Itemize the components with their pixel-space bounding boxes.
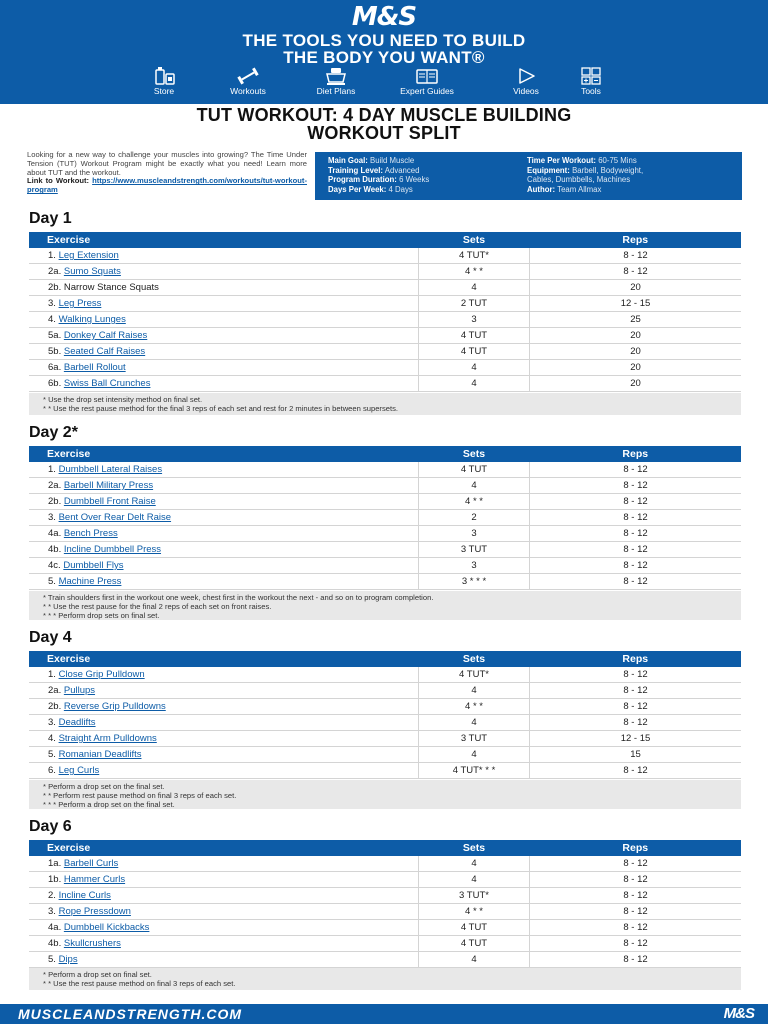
table-row [29, 715, 741, 731]
table-row [29, 683, 741, 699]
table-notes [29, 968, 741, 990]
play-icon [509, 66, 543, 86]
note-line: * * Use the rest pause method on final 3 reps of each set. [43, 979, 236, 988]
day-heading: Day 2* [29, 424, 78, 441]
exercise-number: 1a. [48, 858, 62, 869]
table-row [29, 360, 741, 376]
training-level-value: Advanced [384, 165, 420, 175]
exercise-cell [29, 699, 419, 715]
note-line: * * Use the rest pause method for the final 3 reps of each set and rest for 2 minutes in between supersets. [43, 404, 398, 413]
header-exercise: Exercise [29, 232, 419, 248]
nav-item-expert-guides[interactable] [387, 66, 467, 96]
nav-label-tools: Tools [581, 86, 601, 96]
equipment-value-1: Barbell, Bodyweight, [572, 165, 644, 175]
table-row [29, 558, 741, 574]
table-row [29, 376, 741, 392]
table-row [29, 344, 741, 360]
exercise-number: 4b. [48, 544, 62, 555]
exercise-number: 1b. [48, 874, 62, 885]
exercise-number: 2b. [48, 496, 62, 507]
equipment-label: Equipment: [527, 165, 570, 175]
exercise-cell [29, 510, 419, 526]
exercise-cell [29, 747, 419, 763]
reps-cell: 8 - 12 [530, 574, 742, 590]
reps-cell: 8 - 12 [530, 872, 742, 888]
exercise-link[interactable]: Dumbbell Lateral Raises [58, 464, 163, 475]
sets-cell: 4 * * [419, 904, 530, 920]
nav-label-store: Store [153, 86, 175, 96]
exercise-link[interactable]: Incline Dumbbell Press [63, 544, 162, 555]
page-title-line-1: TUT WORKOUT: 4 DAY MUSCLE BUILDING [196, 105, 572, 125]
reps-cell: 8 - 12 [530, 462, 742, 478]
footer-site-link[interactable]: MUSCLEANDSTRENGTH.COM [18, 1006, 242, 1022]
exercise-link[interactable]: Barbell Curls [63, 858, 119, 869]
footer-bar [0, 1004, 768, 1024]
note-line: * Train shoulders first in the workout one week, chest first in the workout the next - and so on to program completion. [43, 593, 434, 602]
exercise-cell [29, 920, 419, 936]
reps-cell: 20 [530, 280, 742, 296]
reps-cell: 8 - 12 [530, 904, 742, 920]
guide-icon [410, 66, 444, 86]
table-row [29, 478, 741, 494]
sets-cell: 4 [419, 747, 530, 763]
sets-cell: 4 TUT [419, 344, 530, 360]
exercise-cell [29, 344, 419, 360]
reps-cell: 8 - 12 [530, 936, 742, 952]
day-heading: Day 1 [29, 210, 72, 227]
exercise-cell [29, 312, 419, 328]
header-sets: Sets [419, 651, 530, 667]
nav-item-workouts[interactable] [208, 66, 288, 96]
sets-cell: 4 [419, 952, 530, 968]
nav-item-tools[interactable] [551, 66, 631, 96]
exercise-link[interactable]: Walking Lunges [58, 314, 126, 325]
exercise-link[interactable]: Skullcrushers [63, 938, 121, 949]
exercise-link[interactable]: Barbell Military Press [63, 480, 154, 491]
reps-cell: 8 - 12 [530, 920, 742, 936]
exercise-link[interactable]: Donkey Calf Raises [63, 330, 148, 341]
day-heading: Day 4 [29, 629, 72, 646]
reps-cell: 8 - 12 [530, 526, 742, 542]
exercise-number: 5b. [48, 346, 62, 357]
nav-label-videos: Videos [513, 86, 539, 96]
note-line: * Use the drop set intensity method on final set. [43, 395, 203, 404]
tagline [0, 32, 768, 66]
main-goal-value: Build Muscle [370, 156, 415, 165]
nav-label-workouts: Workouts [230, 86, 266, 96]
header-exercise: Exercise [29, 446, 419, 462]
exercise-link[interactable]: Bench Press [63, 528, 118, 539]
sets-cell: 3 TUT [419, 731, 530, 747]
exercise-number: 1. [48, 669, 56, 680]
reps-cell: 20 [530, 328, 742, 344]
exercise-number: 5a. [48, 330, 62, 341]
exercise-link[interactable]: Dumbbell Flys [63, 560, 124, 571]
equipment-value-2: Cables, Dumbbells, Machines [527, 175, 631, 184]
exercise-cell [29, 574, 419, 590]
sets-cell: 4 [419, 360, 530, 376]
sets-cell: 2 [419, 510, 530, 526]
exercise-link[interactable]: Romanian Deadlifts [58, 749, 142, 760]
exercise-link[interactable]: Hammer Curls [63, 874, 126, 885]
exercise-link[interactable]: Deadlifts [58, 717, 96, 728]
header-reps: Reps [530, 446, 742, 462]
exercise-link[interactable]: Swiss Ball Crunches [63, 378, 151, 389]
exercise-link[interactable]: Straight Arm Pulldowns [58, 733, 157, 744]
exercise-number: 2a. [48, 480, 62, 491]
program-info-box [315, 152, 742, 200]
sets-cell: 4 TUT [419, 920, 530, 936]
exercise-number: 4c. [48, 560, 61, 571]
workout-link[interactable]: https://www.muscleandstrength.com/workouts/tut-workout-program [27, 176, 307, 195]
exercise-cell [29, 904, 419, 920]
exercise-cell [29, 888, 419, 904]
exercise-number: 3. [48, 512, 56, 523]
table-row [29, 296, 741, 312]
exercise-number: 2a. [48, 685, 62, 696]
exercise-number: 4a. [48, 528, 62, 539]
info-column-right [527, 156, 643, 194]
exercise-cell [29, 856, 419, 872]
exercise-link[interactable]: Leg Press [58, 298, 102, 309]
sets-cell: 4 * * [419, 699, 530, 715]
exercise-cell [29, 667, 419, 683]
sets-cell: 3 TUT* [419, 888, 530, 904]
reps-cell: 8 - 12 [530, 952, 742, 968]
exercise-cell [29, 558, 419, 574]
table-row [29, 731, 741, 747]
exercise-number: 4. [48, 733, 56, 744]
table-row [29, 699, 741, 715]
sets-cell: 4 [419, 715, 530, 731]
table-row [29, 312, 741, 328]
workout-table [29, 651, 741, 779]
ms-logo[interactable]: M&S [351, 2, 417, 32]
table-row [29, 936, 741, 952]
reps-cell: 8 - 12 [530, 856, 742, 872]
table-notes [29, 780, 741, 809]
reps-cell: 8 - 12 [530, 478, 742, 494]
exercise-cell [29, 936, 419, 952]
page-title [0, 106, 768, 142]
exercise-number: 1. [48, 464, 56, 475]
reps-cell: 8 - 12 [530, 699, 742, 715]
reps-cell: 25 [530, 312, 742, 328]
exercise-number: 1. [48, 250, 56, 261]
exercise-cell [29, 376, 419, 392]
sets-cell: 4 [419, 683, 530, 699]
exercise-number: 3. [48, 298, 56, 309]
exercise-link[interactable]: Dips [58, 954, 78, 965]
table-row [29, 888, 741, 904]
header-reps: Reps [530, 840, 742, 856]
sets-cell: 3 TUT [419, 542, 530, 558]
nav-item-store[interactable] [124, 66, 204, 96]
table-row [29, 248, 741, 264]
reps-cell: 8 - 12 [530, 683, 742, 699]
time-per-workout-value: 60-75 Mins [598, 156, 637, 165]
reps-cell: 8 - 12 [530, 494, 742, 510]
exercise-cell [29, 494, 419, 510]
header-sets: Sets [419, 446, 530, 462]
info-column-left [328, 156, 429, 194]
note-line: * * Use the rest pause for the final 2 reps of each set on front raises. [43, 602, 272, 611]
page-title-line-2: WORKOUT SPLIT [307, 123, 461, 143]
table-row [29, 920, 741, 936]
sets-cell: 4 TUT [419, 936, 530, 952]
table-row [29, 856, 741, 872]
sets-cell: 4 [419, 478, 530, 494]
author-value: Team Allmax [557, 184, 602, 194]
table-row [29, 747, 741, 763]
days-per-week-value: 4 Days [388, 184, 413, 194]
exercise-link[interactable]: Sumo Squats [63, 266, 121, 277]
exercise-cell [29, 360, 419, 376]
exercise-number: 4b. [48, 938, 62, 949]
sets-cell: 4 [419, 856, 530, 872]
header-reps: Reps [530, 651, 742, 667]
exercise-cell [29, 462, 419, 478]
exercise-link[interactable]: Pullups [63, 685, 96, 696]
exercise-link[interactable]: Close Grip Pulldown [58, 669, 145, 680]
scale-icon [319, 66, 353, 86]
sets-cell: 3 [419, 312, 530, 328]
header-reps: Reps [530, 232, 742, 248]
exercise-link[interactable]: Dumbbell Kickbacks [63, 922, 150, 933]
header-exercise: Exercise [29, 651, 419, 667]
exercise-link[interactable]: Leg Curls [58, 765, 100, 776]
workout-table [29, 232, 741, 392]
exercise-cell [29, 296, 419, 312]
sets-cell: 4 TUT [419, 462, 530, 478]
exercise-link[interactable]: Barbell Rollout [63, 362, 126, 373]
exercise-cell [29, 264, 419, 280]
table-row [29, 763, 741, 779]
header-sets: Sets [419, 840, 530, 856]
table-row [29, 542, 741, 558]
note-line: * Perform a drop set on the final set. [43, 782, 165, 791]
intro-paragraph: Looking for a new way to challenge your muscles into growing? The Time Under Tension (TUT) Workout Program might be exactly what you need! Learn more about TUT and the workout. [27, 150, 307, 177]
nav-item-diet-plans[interactable] [296, 66, 376, 96]
table-row [29, 872, 741, 888]
exercise-number: 6. [48, 765, 56, 776]
sets-cell: 4 TUT* [419, 248, 530, 264]
exercise-cell [29, 478, 419, 494]
tagline-line-2: THE BODY YOU WANT® [283, 48, 485, 67]
exercise-cell [29, 763, 419, 779]
sets-cell: 4 [419, 280, 530, 296]
program-duration-value: 6 Weeks [399, 175, 430, 184]
reps-cell: 12 - 15 [530, 731, 742, 747]
sets-cell: 4 TUT* * * [419, 763, 530, 779]
sets-cell: 4 [419, 376, 530, 392]
sets-cell: 4 * * [419, 264, 530, 280]
author-label: Author: [527, 184, 556, 194]
exercise-cell [29, 248, 419, 264]
table-notes [29, 393, 741, 415]
sets-cell: 3 [419, 558, 530, 574]
note-line: * * * Perform drop sets on final set. [43, 611, 160, 620]
reps-cell: 8 - 12 [530, 542, 742, 558]
exercise-number: 4. [48, 314, 56, 325]
exercise-cell [29, 715, 419, 731]
reps-cell: 8 - 12 [530, 667, 742, 683]
exercise-number: 2. [48, 890, 56, 901]
reps-cell: 8 - 12 [530, 888, 742, 904]
exercise-number: 4a. [48, 922, 62, 933]
reps-cell: 8 - 12 [530, 264, 742, 280]
note-line: * * * Perform a drop set on the final set. [43, 800, 175, 809]
intro-text [27, 151, 307, 195]
reps-cell: 8 - 12 [530, 715, 742, 731]
training-level-label: Training Level: [328, 165, 384, 175]
exercise-link[interactable]: Rope Pressdown [58, 906, 131, 917]
exercise-link[interactable]: Machine Press [58, 576, 122, 587]
table-row [29, 280, 741, 296]
workout-table [29, 840, 741, 968]
exercise-name: Narrow Stance Squats [63, 282, 159, 293]
exercise-number: 3. [48, 906, 56, 917]
day-heading: Day 6 [29, 818, 72, 835]
store-icon [147, 66, 181, 86]
exercise-cell [29, 731, 419, 747]
calculator-icon [574, 66, 608, 86]
exercise-cell [29, 280, 419, 296]
reps-cell: 15 [530, 747, 742, 763]
footer-logo[interactable]: M&S [723, 1005, 754, 1022]
table-row [29, 526, 741, 542]
reps-cell: 20 [530, 344, 742, 360]
program-duration-label: Program Duration: [328, 175, 397, 184]
exercise-number: 6a. [48, 362, 62, 373]
days-per-week-label: Days Per Week: [328, 184, 387, 194]
exercise-link[interactable]: Reverse Grip Pulldowns [63, 701, 166, 712]
exercise-cell [29, 872, 419, 888]
workout-table [29, 446, 741, 590]
dumbbell-icon [231, 66, 265, 86]
sets-cell: 3 [419, 526, 530, 542]
table-row [29, 952, 741, 968]
sets-cell: 4 TUT [419, 328, 530, 344]
note-line: * * Perform rest pause method on final 3 reps of each set. [43, 791, 237, 800]
exercise-number: 5. [48, 576, 56, 587]
exercise-number: 2b. [48, 282, 62, 293]
exercise-link[interactable]: Bent Over Rear Delt Raise [58, 512, 172, 523]
reps-cell: 8 - 12 [530, 510, 742, 526]
header-banner [0, 0, 768, 104]
table-row [29, 494, 741, 510]
exercise-number: 5. [48, 954, 56, 965]
time-per-workout-label: Time Per Workout: [527, 156, 597, 165]
reps-cell: 8 - 12 [530, 248, 742, 264]
table-row [29, 667, 741, 683]
exercise-cell [29, 542, 419, 558]
exercise-number: 5. [48, 749, 56, 760]
table-notes [29, 591, 741, 620]
exercise-number: 6b. [48, 378, 62, 389]
sets-cell: 4 TUT* [419, 667, 530, 683]
exercise-number: 2a. [48, 266, 62, 277]
tagline-line-1: THE TOOLS YOU NEED TO BUILD [242, 31, 526, 50]
sets-cell: 2 TUT [419, 296, 530, 312]
header-exercise: Exercise [29, 840, 419, 856]
sets-cell: 4 * * [419, 494, 530, 510]
table-row [29, 574, 741, 590]
reps-cell: 8 - 12 [530, 558, 742, 574]
exercise-number: 2b. [48, 701, 62, 712]
reps-cell: 12 - 15 [530, 296, 742, 312]
exercise-cell [29, 952, 419, 968]
exercise-cell [29, 328, 419, 344]
table-row [29, 510, 741, 526]
table-row [29, 328, 741, 344]
reps-cell: 20 [530, 376, 742, 392]
table-row [29, 264, 741, 280]
exercise-cell [29, 683, 419, 699]
main-goal-label: Main Goal: [328, 156, 368, 165]
exercise-cell [29, 526, 419, 542]
exercise-link[interactable]: Incline Curls [58, 890, 111, 901]
nav-label-diet-plans: Diet Plans [316, 86, 356, 96]
table-row [29, 462, 741, 478]
header-sets: Sets [419, 232, 530, 248]
top-nav [132, 66, 636, 100]
intro-link-label: Link to Workout: [27, 176, 90, 186]
note-line: * Perform a drop set on final set. [43, 970, 152, 979]
table-row [29, 904, 741, 920]
sets-cell: 4 [419, 872, 530, 888]
exercise-number: 3. [48, 717, 56, 728]
reps-cell: 8 - 12 [530, 763, 742, 779]
exercise-link[interactable]: Seated Calf Raises [63, 346, 146, 357]
nav-label-expert-guides: Expert Guides [400, 86, 454, 96]
sets-cell: 3 * * * [419, 574, 530, 590]
exercise-link[interactable]: Dumbbell Front Raise [63, 496, 156, 507]
exercise-link[interactable]: Leg Extension [58, 250, 119, 261]
reps-cell: 20 [530, 360, 742, 376]
